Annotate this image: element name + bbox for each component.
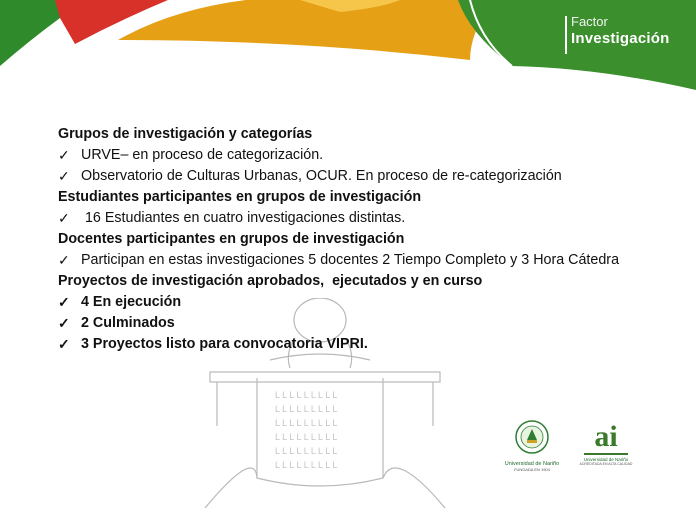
accreditation-sub: ACREDITADA EN ALTA CALIDAD (579, 462, 633, 466)
orange-swoosh (118, 0, 492, 60)
footer-logos (500, 420, 633, 490)
accreditation-name: Universidad de Nariño (583, 457, 629, 462)
brand-title (571, 14, 669, 49)
list-item (58, 208, 638, 229)
heading-proyectos: Proyectos de investigación aprobados, ejecutados y en curso (58, 273, 483, 289)
university-logo (500, 420, 564, 472)
check-icon: ✓ (58, 315, 70, 331)
list-item (58, 334, 638, 355)
item-text: Observatorio de Culturas Urbanas, OCUR. En proceso de re-categorización (81, 168, 562, 184)
svg-text:L L L L L L L L L: L L L L L L L L L (275, 446, 338, 456)
brand-line1: Factor (571, 14, 608, 29)
list-item (58, 313, 638, 334)
university-name: Universidad de Nariño (504, 461, 560, 467)
svg-text:L L L L L L L L L: L L L L L L L L L (275, 432, 338, 442)
university-seal-icon (515, 420, 549, 454)
item-text: 3 Proyectos listo para convocatoria VIPRI. (81, 336, 368, 352)
svg-text:L L L L L L L L L: L L L L L L L L L (275, 390, 338, 400)
check-icon: ✓ (58, 210, 70, 226)
heading-docentes: Docentes participantes en grupos de investigación (58, 231, 405, 247)
list-item (58, 292, 638, 313)
svg-text:L L L L L L L L L: L L L L L L L L L (275, 418, 338, 428)
svg-text:L L L L L L L L L: L L L L L L L L L (275, 460, 338, 470)
check-icon: ✓ (58, 336, 70, 352)
accreditation-mark: ai (594, 420, 618, 453)
heading-estudiantes: Estudiantes participantes en grupos de investigación (58, 189, 422, 205)
university-founded: FUNDADA EN 1904 (514, 467, 550, 472)
list-item (58, 250, 638, 271)
accreditation-logo (578, 422, 634, 466)
svg-text:L L L L L L L L L: L L L L L L L L L (275, 404, 338, 414)
list-item (58, 145, 638, 166)
check-icon: ✓ (58, 294, 70, 310)
item-text: 16 Estudiantes en cuatro investigaciones distintas. (81, 210, 406, 226)
check-icon: ✓ (58, 147, 70, 163)
item-text: 2 Culminados (81, 315, 175, 331)
main-content (58, 124, 638, 355)
item-text: URVE– en proceso de categorización. (81, 147, 324, 163)
list-item (58, 166, 638, 187)
check-icon: ✓ (58, 168, 70, 184)
check-icon: ✓ (58, 252, 70, 268)
item-text: 4 En ejecución (81, 294, 182, 310)
brand-divider (565, 16, 567, 54)
heading-grupos: Grupos de investigación y categorías (58, 126, 313, 142)
accreditation-rule (584, 453, 628, 455)
brand-line2: Investigación (571, 30, 670, 47)
item-text: Participan en estas investigaciones 5 docentes 2 Tiempo Completo y 3 Hora Cátedra (81, 252, 620, 268)
